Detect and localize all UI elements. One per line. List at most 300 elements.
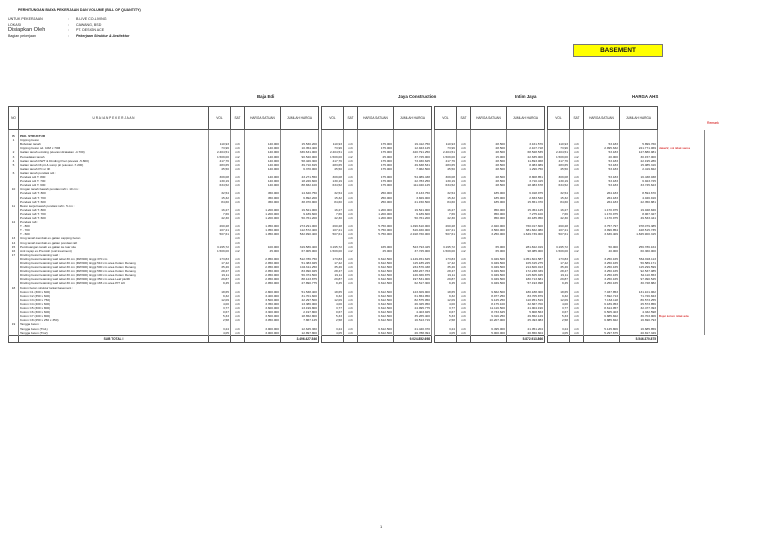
cell-amount: 60.360.000	[620, 249, 658, 253]
cell-unit: m3	[570, 224, 584, 228]
cell-vol: 12,09	[209, 298, 231, 302]
col-no: NO	[9, 107, 19, 130]
row-no: 6	[9, 171, 19, 175]
info-value: PT. DESIGN ACE	[76, 28, 105, 33]
cell-unit-price: 175.000	[358, 150, 394, 154]
row-description: Dinding beton/retaining wall tebal 30 cm (RW300) tinggi 370 cm	[19, 257, 209, 261]
cell-amount: 19.521.000	[394, 208, 432, 212]
cell-amount: 27.890.775	[281, 281, 319, 285]
cell-unit: m3	[570, 290, 584, 294]
row-description: T - 700	[19, 228, 209, 232]
cell-unit: m3	[457, 146, 471, 150]
cell-amount: 16.438.038	[620, 175, 658, 179]
cell-vol: 0,67	[209, 310, 231, 314]
cell-unit: m3	[457, 257, 471, 261]
info-row: LOKASI : CAWANG, BSD	[8, 22, 102, 27]
cell-unit: m3	[231, 245, 245, 249]
cell-unit: m3	[231, 241, 245, 245]
cell-unit-price: 65.000	[471, 249, 507, 253]
cell-unit: m3	[570, 265, 584, 269]
cell-unit-price: 1.170.975	[584, 208, 620, 212]
cell-amount: 71.726.843	[620, 294, 658, 298]
cell-vol: 16,27	[322, 208, 344, 212]
cell-unit-price: 28.500	[471, 163, 507, 167]
cell-vol: 3.195,72	[322, 245, 344, 249]
boq-table	[8, 106, 705, 343]
cell-vol: 634,52	[322, 183, 344, 187]
row-no: 4	[9, 159, 19, 163]
cell-unit: m3	[231, 208, 245, 212]
cell-amount: 16.685.859	[620, 327, 658, 331]
cell-vol: 9,45	[209, 281, 231, 285]
row-description: Cipping beton sd. 10M x 70M	[19, 146, 209, 150]
cell-amount: 18.226.600	[281, 179, 319, 183]
cell-vol: 9,32	[548, 294, 570, 298]
cell-unit-price: 450.000	[245, 200, 281, 204]
cell-vol: 19,11	[435, 273, 457, 277]
cell-vol: 29,87	[322, 277, 344, 281]
row-description: Pondasi raft T. 800	[19, 191, 209, 195]
cell-unit-price: 6.612.500	[358, 331, 394, 336]
row-no: 5	[9, 163, 19, 167]
info-value: Pekerjaan Struktur & Arsitektur	[76, 33, 130, 38]
cell-vol: 7,66	[548, 212, 570, 216]
cell-vol: 73,96	[435, 146, 457, 150]
cell-unit-price: 250.000	[358, 191, 394, 195]
cell-amount: 234.576.438	[394, 265, 432, 269]
cell-unit-price: 6.612.500	[358, 269, 394, 273]
cell-unit: m3	[457, 245, 471, 249]
row-description: Tangga beton (TG2)	[19, 331, 209, 336]
cell-unit-price: 25.000	[358, 155, 394, 159]
cell-unit-price: 3.050.000	[245, 318, 281, 322]
cell-amount: 22.783.250	[394, 179, 432, 183]
cell-amount: 4.046.916	[620, 196, 658, 200]
info-label: UNTUK PEKERJAAN	[8, 17, 43, 21]
info-label: Disiapkan Oleh	[8, 27, 46, 34]
cell-amount: 2.107.718	[507, 146, 545, 150]
col-sat: SAT	[231, 107, 245, 130]
col-jumlah: JUMLAH HARGA	[620, 107, 658, 130]
cell-amount: 22.195.286	[620, 159, 658, 163]
cell-unit-price: 6.049.500	[471, 281, 507, 285]
cell-unit: m3	[457, 208, 471, 212]
cell-amount: 30.728.882	[620, 281, 658, 285]
cell-vol: 634,52	[548, 183, 570, 187]
cell-unit-price: 6.049.500	[471, 269, 507, 273]
col-vol: VOL	[435, 107, 457, 130]
cell-vol: 9,45	[322, 281, 344, 285]
col-vol: VOL	[548, 107, 570, 130]
cell-amount: 221.771.069	[620, 146, 658, 150]
cell-unit-price: 165.000	[358, 245, 394, 249]
cell-amount: 20.817.349	[620, 331, 658, 336]
cell-unit-price: 6.612.500	[358, 261, 394, 265]
cell-unit-price: 175.000	[358, 183, 394, 187]
cell-unit: m3	[344, 183, 358, 187]
cell-unit: m3	[457, 216, 471, 220]
row-description: Dinding beton/retaining wall :	[19, 253, 209, 257]
col-harga-satuan: HARGA SATUAN	[245, 107, 281, 130]
row-description: Kolom C4 (400 x 600)	[19, 302, 209, 306]
cell-unit-price: 264.183	[584, 191, 620, 195]
document-title: PERHITUNGAN BIAYA PEKERJAAN DAN VOLUME (BILL OF QUANTITY)	[18, 8, 141, 12]
row-description: Dinding beton/retaining wall tebal 30 cm (RW300) tinggi 580 cm area Kolam Renang	[19, 269, 209, 273]
cell-vol: 260,28	[209, 224, 231, 228]
cell-unit-price: 450.000	[245, 191, 281, 195]
cell-unit-price: 6.612.500	[358, 257, 394, 261]
cell-unit: m3	[570, 179, 584, 183]
cell-unit: m2	[231, 155, 245, 159]
cell-vol: 110,93	[435, 142, 457, 146]
row-description: Galian tanah existing (elevasi diratakan -4.700)	[19, 150, 209, 154]
cell-vol: 110,93	[209, 142, 231, 146]
cell-unit: m3	[344, 245, 358, 249]
cell-vol: 35,46	[322, 265, 344, 269]
cell-vol: 29,87	[209, 277, 231, 281]
cell-vol: 16,27	[548, 208, 570, 212]
cell-amount: 15.530.200	[281, 142, 319, 146]
cell-amount: 18.083.678	[507, 183, 545, 187]
cell-vol: 9,45	[548, 281, 570, 285]
cell-amount: 1.051.604.587	[507, 257, 545, 261]
cell-unit: m3	[344, 261, 358, 265]
cell-amount: 37.725.000	[394, 155, 432, 159]
row-no: 18	[9, 286, 19, 290]
cell-unit-price: 140.000	[245, 150, 281, 154]
cell-amount: 273.291.000	[281, 224, 319, 228]
cell-vol: 4,00	[322, 302, 344, 306]
cell-unit: m3	[344, 331, 358, 336]
cell-amount: 33.745.623	[620, 183, 658, 187]
cell-amount: 180.188.300	[507, 290, 545, 294]
cell-amount: 7.867.125	[281, 318, 319, 322]
cell-unit-price: 9.662.500	[471, 290, 507, 294]
cell-unit-price: 2.950.000	[245, 277, 281, 281]
cell-unit: m3	[231, 150, 245, 154]
col-sat: SAT	[570, 107, 584, 130]
cell-amount: 57.193.998	[507, 281, 545, 285]
col-jumlah: JUMLAH HARGA	[394, 107, 432, 130]
cell-unit: m3	[231, 302, 245, 306]
cell-amount: 4.403.925	[394, 310, 432, 314]
cell-vol: 17,42	[209, 261, 231, 265]
cell-vol: 4,05	[209, 331, 231, 336]
cell-unit: m3	[344, 257, 358, 261]
subtotal-intim-jaya: 5.872.913.866	[507, 335, 545, 342]
info-value: CAWANG, BSD	[76, 22, 102, 27]
cell-unit: m3	[570, 281, 584, 285]
cell-vol: 28,47	[435, 269, 457, 273]
cell-vol: 16,27	[435, 208, 457, 212]
cell-unit-price: 3.900.000	[245, 327, 281, 331]
cell-unit: m3	[231, 183, 245, 187]
cell-amount: 115.605.945	[507, 273, 545, 277]
cell-vol: 4,00	[435, 302, 457, 306]
cell-vol: 3.195,72	[548, 245, 570, 249]
cell-amount: 188.267.763	[394, 269, 432, 273]
cell-vol: 5,33	[548, 314, 570, 318]
cell-unit-price: 185.000	[471, 196, 507, 200]
cell-amount: 123.309.900	[394, 290, 432, 294]
cell-unit-price: 3.500.000	[245, 298, 281, 302]
cell-unit-price: 264.183	[584, 200, 620, 204]
cell-vol: 5,33	[435, 314, 457, 318]
cell-unit: m3	[344, 298, 358, 302]
row-description: Kolom C8 (250 x 250 x 350)	[19, 318, 209, 322]
cell-unit: m3	[344, 314, 358, 318]
cell-unit-price: 3.250.165	[584, 257, 620, 261]
cell-unit: m3	[570, 314, 584, 318]
cell-vol: 35,46	[209, 265, 231, 269]
cell-vol: 2,58	[548, 318, 570, 322]
cell-amount: 5.808.563	[507, 310, 545, 314]
row-description: Pondasi raft T. 800	[19, 208, 209, 212]
cell-vol: 4,05	[548, 331, 570, 336]
cell-amount: 26.325.050	[394, 302, 432, 306]
cell-unit: m2	[570, 155, 584, 159]
cell-vol: 17,42	[322, 261, 344, 265]
cell-unit-price: 2.950.000	[245, 265, 281, 269]
cell-vol: 173,83	[209, 257, 231, 261]
cell-vol: 283,65	[209, 163, 231, 167]
cell-amount: 90.540.000	[281, 155, 319, 159]
cell-vol: 4,00	[548, 302, 570, 306]
row-description: Anti rayap ex.Premish (soil treatment)	[19, 249, 209, 253]
cell-vol: 110,93	[322, 142, 344, 146]
cell-unit: m3	[231, 196, 245, 200]
cell-vol: 7,66	[435, 212, 457, 216]
cell-unit-price: 1.200.000	[358, 212, 394, 216]
cell-amount: 428.515.735	[620, 228, 658, 232]
cell-unit: m3	[570, 232, 584, 236]
cell-vol: 45,50	[209, 167, 231, 171]
cell-vol: 73,96	[322, 146, 344, 150]
cell-unit: m3	[344, 191, 358, 195]
cell-unit-price: 6.885.822	[584, 318, 620, 322]
cell-unit: m3	[570, 261, 584, 265]
row-description: Pondasi raft T. 700	[19, 212, 209, 216]
cell-unit: m3	[457, 290, 471, 294]
row-description: Tangga beton (TG1)	[19, 327, 209, 331]
cell-unit: m3	[570, 310, 584, 314]
cell-unit-price: 6.612.500	[358, 298, 394, 302]
cell-unit: m3	[457, 314, 471, 318]
cell-vol: 260,28	[322, 224, 344, 228]
cell-vol: 32,54	[548, 191, 570, 195]
cell-unit: m3	[231, 167, 245, 171]
cell-vol: 0,67	[322, 310, 344, 314]
cell-amount: 49.638.531	[394, 163, 432, 167]
cell-unit-price: 3.250.165	[584, 261, 620, 265]
cell-unit: m3	[457, 306, 471, 310]
cell-vol: 309,08	[548, 175, 570, 179]
cell-vol: 19,11	[209, 273, 231, 277]
cell-unit-price: 6.612.500	[358, 302, 394, 306]
info-label: LOKASI	[8, 22, 21, 27]
cell-unit-price: 53.183	[584, 142, 620, 146]
cell-vol: 4,05	[435, 331, 457, 336]
cell-amount: 115.299.599	[620, 265, 658, 269]
cell-unit: m3	[344, 281, 358, 285]
row-no: 11	[9, 204, 19, 208]
cell-unit-price: 8.175.100	[471, 302, 507, 306]
cell-unit-price: 65.000	[471, 245, 507, 249]
cell-unit: m3	[457, 331, 471, 336]
cell-unit: m3	[344, 294, 358, 298]
cell-unit-price: 8.614.957	[584, 306, 620, 310]
cell-vol: 107,21	[548, 228, 570, 232]
cell-unit-price: 6.612.500	[358, 281, 394, 285]
cell-vol: 29,87	[435, 277, 457, 281]
cell-unit: m3	[344, 163, 358, 167]
cell-unit: m3	[570, 216, 584, 220]
cell-unit-price: 28.500	[471, 167, 507, 171]
cell-amount: 381.662.080	[507, 228, 545, 232]
cell-unit: m3	[231, 212, 245, 216]
cell-unit: m3	[457, 232, 471, 236]
cell-vol: 32,54	[435, 191, 457, 195]
cell-unit-price: 1.200.000	[358, 216, 394, 220]
cell-vol: 2.404,51	[548, 150, 570, 154]
cell-unit-price: 3.996.854	[584, 228, 620, 232]
cell-amount: 56.589.171	[620, 261, 658, 265]
cell-amount: 25.493.983	[507, 318, 545, 322]
cell-unit: m3	[570, 159, 584, 163]
cell-unit: m3	[457, 179, 471, 183]
cell-unit: m3	[344, 142, 358, 146]
cell-unit: m3	[231, 146, 245, 150]
cell-unit: m3	[570, 298, 584, 302]
cell-unit-price: 3.500.000	[245, 314, 281, 318]
cell-vol: 1.509,00	[548, 249, 570, 253]
cell-unit: m3	[344, 167, 358, 171]
cell-unit-price: 6.612.500	[358, 310, 394, 314]
cell-unit: m3	[570, 302, 584, 306]
cell-vol: 3,24	[548, 327, 570, 331]
cell-unit: m3	[344, 224, 358, 228]
cell-vol: 84,60	[209, 200, 231, 204]
row-description: PEK. STRUKTUR	[19, 134, 209, 138]
cell-unit-price: 7.163.118	[584, 298, 620, 302]
cell-vol: 173,83	[548, 257, 570, 261]
cell-unit-price: 6.049.500	[471, 273, 507, 277]
cell-amount: 1.149.451.625	[394, 257, 432, 261]
cell-unit: m3	[457, 318, 471, 322]
cell-unit-price: 3.350.000	[245, 302, 281, 306]
cell-unit: m3	[231, 224, 245, 228]
cell-amount: 42.297.500	[281, 298, 319, 302]
cell-unit-price: 2.950.000	[245, 269, 281, 273]
cell-unit-price: 28.500	[471, 183, 507, 187]
cell-unit-price: 950.000	[471, 208, 507, 212]
cell-unit: m3	[570, 212, 584, 216]
cell-unit-price: 6.495.000	[471, 327, 507, 331]
cell-unit-price: 175.000	[358, 163, 394, 167]
cell-unit: m2	[344, 155, 358, 159]
cell-unit-price: 28.500	[471, 175, 507, 179]
row-description: Dinding beton/retaining wall tebal 30 cm (RW300) tinggi 100 cm area Kolam Renang	[19, 273, 209, 277]
cell-amount: 86.573.255	[620, 298, 658, 302]
cell-vol: 1.509,00	[209, 155, 231, 159]
cell-amount: 88.832.100	[281, 183, 319, 187]
cell-unit: m3	[344, 269, 358, 273]
cell-unit-price: 2.950.000	[245, 261, 281, 265]
row-description: Galian tanah pondasi sdt :	[19, 171, 209, 175]
cell-amount: 319.586.400	[281, 245, 319, 249]
cell-unit: m3	[570, 191, 584, 195]
cell-amount: 19.048.846	[620, 208, 658, 212]
cell-amount: 8.133.750	[394, 191, 432, 195]
row-no: B	[9, 134, 19, 138]
cell-vol: 2.404,51	[209, 150, 231, 154]
cell-unit-price: 6.612.500	[358, 314, 394, 318]
cell-amount: 105.315.275	[507, 261, 545, 265]
row-description: Pondasi sdt T. 700	[19, 179, 209, 183]
col-jumlah: JUMLAH HARGA	[281, 107, 319, 130]
cell-amount: 56.374.500	[281, 273, 319, 277]
cell-unit-price: 6.612.500	[358, 306, 394, 310]
row-description: Dinding beton/retaining wall tebal 30 cm (RW300) tinggi 510 cm area Kolam Renang	[19, 261, 209, 265]
cell-unit-price: 3.250.165	[584, 281, 620, 285]
cell-unit: m3	[231, 290, 245, 294]
cell-unit-price: 28.500	[471, 150, 507, 154]
cell-amount: 22.635.000	[507, 155, 545, 159]
cell-vol: 42,30	[435, 216, 457, 220]
cell-unit: m3	[231, 228, 245, 232]
cell-amount: 19.521.000	[281, 208, 319, 212]
cell-vol: 12,09	[435, 298, 457, 302]
cell-amount: 281.822.019	[507, 245, 545, 249]
cell-unit: m3	[344, 228, 358, 232]
cell-unit: m3	[231, 261, 245, 265]
cell-unit: m3	[457, 302, 471, 306]
cell-amount: 131.101.962	[620, 290, 658, 294]
cell-unit-price: 6.612.500	[358, 265, 394, 269]
cell-vol: 283,65	[548, 163, 570, 167]
col-vol: VOL	[322, 107, 344, 130]
cell-amount: 180.713.681	[507, 277, 545, 281]
cell-unit: m3	[570, 277, 584, 281]
cell-unit-price: 1.050.000	[245, 228, 281, 232]
cell-amount: 21.051.204	[507, 327, 545, 331]
row-description: Kolom C2 (350 x 600)	[19, 294, 209, 298]
cell-vol: 507,61	[435, 232, 457, 236]
cell-unit: m3	[231, 179, 245, 183]
cell-unit: m3	[231, 294, 245, 298]
cell-vol: 3,77	[548, 306, 570, 310]
cell-unit: m3	[457, 200, 471, 204]
cell-amount: 172.238.339	[507, 269, 545, 273]
subtotal-jaya-construction: 9.024.852.698	[394, 335, 432, 342]
cell-amount: 88.123.875	[281, 277, 319, 281]
cell-vol: 18,65	[435, 290, 457, 294]
cell-unit: m3	[570, 257, 584, 261]
cell-unit-price: 3.757.797	[584, 224, 620, 228]
cell-vol: 1.509,00	[435, 155, 457, 159]
cell-vol: 42,30	[209, 216, 231, 220]
cell-amount: 97.090.545	[620, 277, 658, 281]
cell-vol: 309,08	[435, 175, 457, 179]
cell-unit: m3	[231, 257, 245, 261]
cell-vol: 417,76	[435, 159, 457, 163]
cell-amount: 564.993.113	[620, 257, 658, 261]
cell-amount: 115.185.225	[394, 261, 432, 265]
cell-unit-price: 3.560.000	[471, 228, 507, 232]
cell-amount: 9.189.600	[281, 212, 319, 216]
row-description: Pondasi sdt T. 800	[19, 175, 209, 179]
cell-vol: 16,27	[209, 208, 231, 212]
